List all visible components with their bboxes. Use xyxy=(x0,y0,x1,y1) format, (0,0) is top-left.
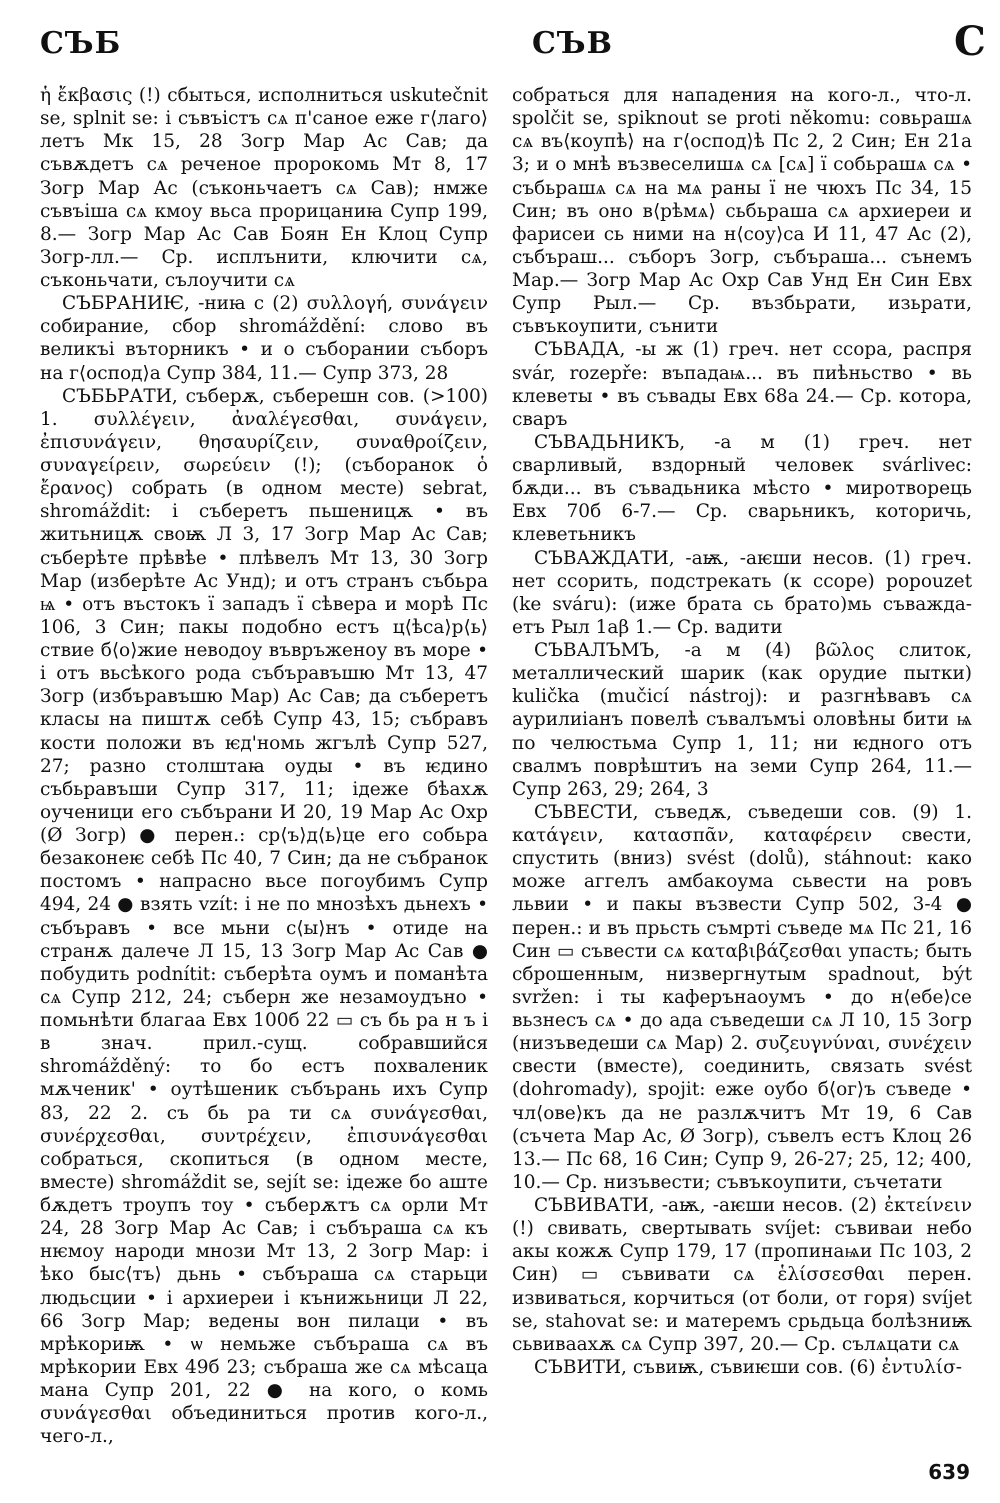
entry-continuation: ἡ ἔκβασις (!) сбыться, исполниться uskutečnit se, splnit se: і съвъістъ сѧ п'саное еже г⟨лаго⟩летъ Мк 15, 28 Зогр Мар Ас Сав; да съвѫдетъ сѧ реченое пророкомь Мт 8, 17 Зогр Мар Ас (съконьчаетъ сѧ Сав); нмже съвъіша сѧ кмоу вьса прорицаниꙗ Супр 199, 8.— Зогр Мар Ас Сав Боян Ен Клоц Супр Зогр-лл.— Ср. исплънити, ключити сѧ, съконьчати, сълоучити сѧ xyxy=(40,85,488,291)
entry-svesti: СЪВЕСТИ, съведѫ, съведеши сов. (9) 1. κατάγειν, κατασπᾶν, καταφέρειν свести, спустить (вниз) svést (dolů), stáhnout: како може аггелъ амбакоума сьвести на ровъ львии • и пакы възвести Супр 502, 3-4 ● перен.: и въ прьсть съмрті съведе мѧ Пс 21, 16 Син ▭ съвести сѧ καταβιβάζεσθαι упасть; быть сброшенным, низвергнутым spadnout, být svržen: і ты каферънаоумъ • до н⟨ебе⟩се вьзнесъ сѧ • до ада съведеши сѧ Л 10, 15 Зогр (низъведеши сѧ Мар) 2. συζευγνύναι, συνέχειν свести (вместе), соединить, связать svést (dohromady), spojit: еже оубо б⟨ог⟩ъ съведе • чл⟨ове⟩къ да не разлѫчитъ Мт 19, 6 Сав (съчета Мар Ас, Ø Зогр), съвелъ естъ Клоц 26 13.— Пс 68, 16 Син; Супр 9, 26-27; 25, 12; 400, 10.— Ср. низъвести; съвъкоупити, съчетати xyxy=(512,801,972,1193)
left-column xyxy=(40,84,488,1448)
running-head-left: СЪБ xyxy=(40,26,122,61)
entry-svalam: СЪВАЛЪМЪ, -а м (4) βῶλος слиток, металлический шарик (как орудие пытки) kulička (mučicí nástroj): и разгнѣвавъ сѧ аурилиіанъ повелѣ съвалъмъі оловѣны бити ѩ по челюстьма Супр 1, 11; ни ѥдного отъ свалмъ поврѣштиъ на земи Супр 264, 11.— Супр 263, 29; 264, 3 xyxy=(512,640,972,800)
entry-sviti: СЪВИТИ, съвиѭ, съвиѥши сов. (6) ἐντυλίσ- xyxy=(534,1356,963,1378)
entry-sobranie: СЪБРАНИѤ, -ниꙗ с (2) συλλογή, συνάγειν собирание, сбор shromáždění: слово въ великъі въторникъ • и о съборании съборъ на г⟨оспод⟩а Супр 384, 11.— Супр 373, 28 xyxy=(40,293,488,384)
entry-svada: СЪВАДА, -ы ж (1) греч. нет ссора, распря svár, rozepře: въпадаѩ... въ пиѣньство • вь клеветы • въ съвады Евх 68а 24.— Ср. котора, сваръ xyxy=(512,339,972,430)
entry-svazhdati: СЪВАЖДАТИ, -аѭ, -аѥши несов. (1) греч. нет ссорить, подстрекать (к ссоре) popouzet (ke sváru): (иже брата сь брато)мь съважда-етъ Рыл 1аβ 1.— Ср. вадити xyxy=(512,547,972,638)
section-letter: С xyxy=(954,18,987,65)
entry-svadnik: СЪВАДЬНИКЪ, -а м (1) греч. нет сварливый, вздорный человек svárlivec: бѫди... въ съвадьника мѣсто • миротворець Евх 70б 6-7.— Ср. сварьникъ, которичь, клеветьникъ xyxy=(512,431,972,546)
page-number: 639 xyxy=(928,1460,970,1484)
running-head-center: СЪВ xyxy=(532,26,613,61)
entry-continuation: собраться для нападения на кого-л., что-л. spolčit se, spiknout se proti někomu: совьрашѧ сѧ въ⟨коупѣ⟩ на г⟨оспод⟩ѣ Пс 2, 2 Син; Ен 21а 3; и о мнѣ възвеселишѧ сѧ [сѧ] ї собьрашѧ сѧ • събьрашѧ сѧ на мѧ раны ї не чюхъ Пс 34, 15 Син; въ оно в⟨рѣмѧ⟩ сьбьраша сѧ архиереи и фарисеи сь ними на н⟨соу⟩са И 11, 47 Ас (2), събъраш... съборъ Зогр, събъраша... сънемъ Мар.— Зогр Мар Ас Охр Сав Унд Ен Син Евх Супр Рыл.— Ср. възбьрати, изьрати, съвъкоупити, сънити xyxy=(512,85,972,338)
right-column xyxy=(512,84,972,1379)
entry-sobrati: СЪБЬРАТИ, съберѫ, съберешн сов. (>100) 1. συλλέγειν, ἀναλέγεσθαι, συνάγειν, ἐπισυνάγειν, θησαυρίζειν, συναθροίζειν, συναγείρειν, σωρεύειν (!); (съборанок ὁ ἔρανος) собрать (в одном месте) sebrat, shromáždit: і съберетъ пьшеницѫ • въ житьницѫ своѭ Л 3, 17 Зогр Мар Ас Сав; съберѣте прѣвѣе • плѣвелъ Мт 13, 30 Зогр Мар (изберѣте Ас Унд); и отъ странъ събьра ѩ • отъ въстокъ ї западъ ї сѣвера и морѣ Пс 106, 3 Син; пакы подобно естъ ц⟨ѣса⟩р⟨ь⟩ствие б⟨о⟩жие неводоу въвръженоу въ море • і отъ вьсѣкого рода събъравъшю Мт 13, 47 Зогр (избъравъшю Мар) Ас Сав; да съберетъ класы на пиштѫ себѣ Супр 43, 15; събравъ кости положи въ ѥд'номь жгълѣ Супр 527, 27; разно столштаꙗ оуды • въ ѥдино събьравъши Супр 317, 11; ідеже бѣахѫ оученици его събърани И 20, 19 Мар Ас Охр (Ø Зогр) ● перен.: ср⟨ъ⟩д⟨ь⟩це его собьра безаконеѥ себѣ Пс 40, 7 Син; да не събранок постомъ • напрасно вьсе погоубимъ Супр 494, 24 ● взять vzít: і не по мнозѣхъ дьнехъ • събъравъ • все мьни с⟨ы⟩нъ • отиде на странѫ далече Л 15, 13 Зогр Мар Ас Сав ● побудить podnítit: съберѣта оумъ и поманѣта сѧ Супр 212, 24; съберн же незамоудъно • помьнѣти благаа Евх 100б 22 ▭ съ бь ра н ъ і в знач. прил.-сущ. собравшийся shromážděný: то бо естъ похваленик мѫченик' • оутѣшеник събърань ихъ Супр 83, 22 2. съ бь ра ти сѧ συνάγεσθαι, συνέρχεσθαι, συντρέχειν, ἐπισυνάγεσθαι собраться, скопиться (в одном месте, вместе) shromáždit se, sejít se: ідеже бо аште бѫдетъ троупъ тоу • съберѫтъ сѧ орли Мт 24, 28 Зогр Мар Ас Сав; і събъраша сѧ къ нѥмоу народи мнози Мт 13, 2 Зогр Мар: і ѣко быс⟨тъ⟩ дьнь • събъраша сѧ старьци людьсции • і архиереи і кънижьници Л 22, 66 Зогр Мар; ведены вон пилаци • въ мрѣкориѭ • ѡ немьже събъраша сѧ въ мрѣкории Евх 49б 23; събраша же сѧ мѣсаца мана Супр 201, 22 ● на кого, о комь συνάγεσθαι объединиться против кого-л., чего-л., xyxy=(40,385,488,1448)
entry-svivati: СЪВИВАТИ, -аѭ, -аѥши несов. (2) ἐκτείνειν (!) свивать, свертывать svíjet: съвиваи небо акы кожѫ Супр 179, 17 (пропинаѩи Пс 103, 2 Син) ▭ съвивати сѧ ἑλίσσεσθαι перен. извиваться, корчиться (от боли, от горя) svíjet se, stahovat se: и матеремъ срьдьца болѣзниѭ сьвиваахѫ сѧ Супр 397, 20.— Ср. сълѧцати сѧ xyxy=(512,1195,972,1355)
